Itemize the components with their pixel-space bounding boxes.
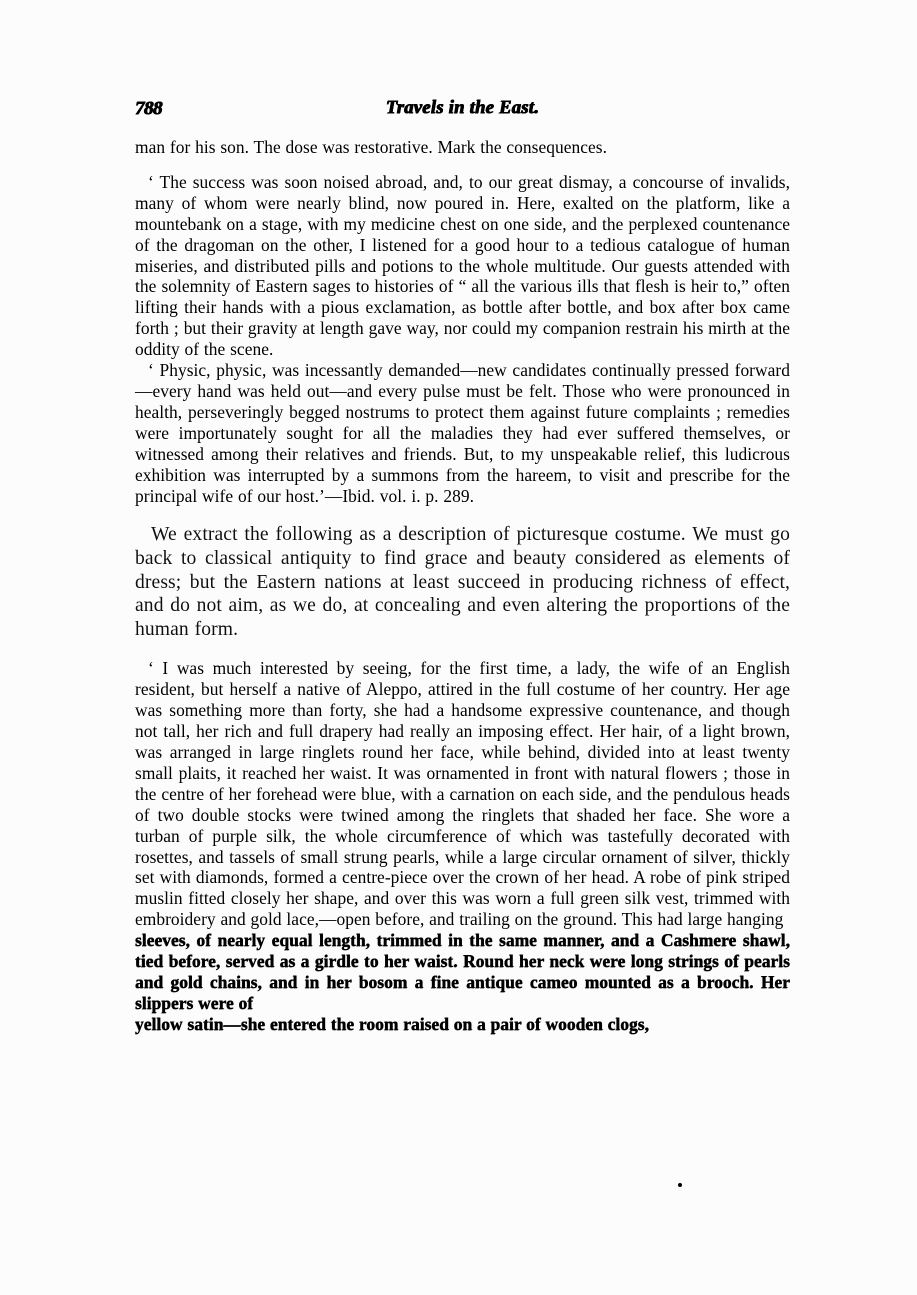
quoted-paragraph-lady-part1: ‘ I was much interested by seeing, for the first time, a lady, the wife of an English resident, but herself a native of Aleppo, attired in the full costume of her country. Her age was something more than forty, she had a handsome expressive countenance, and though not tall, her rich and full drapery had really an imposing effect. Her hair, of a light brown, was arranged in large ringlets round her face, while behind, divided into at least twenty small plaits, it reached her waist. It was ornamented in front with natural flowers ; those in the centre of her forehead were blue, with a carnation on each side, and the pendulous heads of two double stocks were twined among the ringlets that shaded her face. She wore a turban of purple silk, the whole circumference of which was tastefully decorated with rosettes, and tassels of small strung pearls, while a large circular ornament of silver, thickly set with diamonds, formed a centre-piece over the crown of her head. A robe of pink striped muslin fitted closely her shape, and over this was worn a full green silk vest, trimmed with embroidery and gold lace,—open before, and trailing on the ground. This had large hanging [135,658,790,930]
quoted-paragraph-lady-part3: yellow satin—she entered the room raised on a pair of wooden clogs, [135,1013,649,1034]
ink-speck [678,1183,682,1187]
quoted-paragraph-physic: ‘ Physic, physic, was incessantly demanded—new candidates continually pressed forward—every hand was held out—and every pulse must be felt. Those who were pronounced in health, perseveringly begged nostrums to protect them against future complaints ; remedies were importunately sought for all the maladies they had ever suffered themselves, or witnessed among their relatives and friends. But, to my unspeakable relief, this ludicrous exhibition was interrupted by a summons from the hareem, to visit and prescribe for the principal wife of our host.’—Ibid. vol. i. p. 289. [135,360,790,506]
running-head: Travels in the East. [385,98,540,118]
page-header [135,98,790,122]
folio-number: 788 [135,98,162,119]
editorial-paragraph-costume: We extract the following as a description of picturesque costume. We must go back to classical antiquity to find grace and beauty considered as elements of dress; but the Eastern nations at least succeed in producing richness of effect, and do not aim, as we do, at concealing and even altering the proportions of the human form. [135,524,790,640]
quoted-paragraph-success: ‘ The success was soon noised abroad, and, to our great dismay, a concourse of invalids, many of whom were nearly blind, now poured in. Here, exalted on the platform, like a mountebank on a stage, with my medicine chest on one side, and the perplexed countenance of the dragoman on the other, I listened for a good hour to a tedious catalogue of human miseries, and distributed pills and potions to the whole multitude. Our guests attended with the solemnity of Eastern sages to histories of “ all the various ills that flesh is heir to,” often lifting their hands with a pious exclamation, as bottle after bottle, and box after box came forth ; but their gravity at length gave way, nor could my companion restrain his mirth at the oddity of the scene. [135,171,790,360]
text-block [135,137,790,1035]
quoted-paragraph-lady-part2: sleeves, of nearly equal length, trimmed in the same manner, and a Cashmere shawl, tied before, served as a girdle to her waist. Round her neck were long strings of pearls and gold chains, and in her bosom a fine antique cameo mounted as a brooch. Her slippers were of [135,930,790,1013]
paragraph-continuation: man for his son. The dose was restorative. Mark the consequences. [135,137,607,157]
